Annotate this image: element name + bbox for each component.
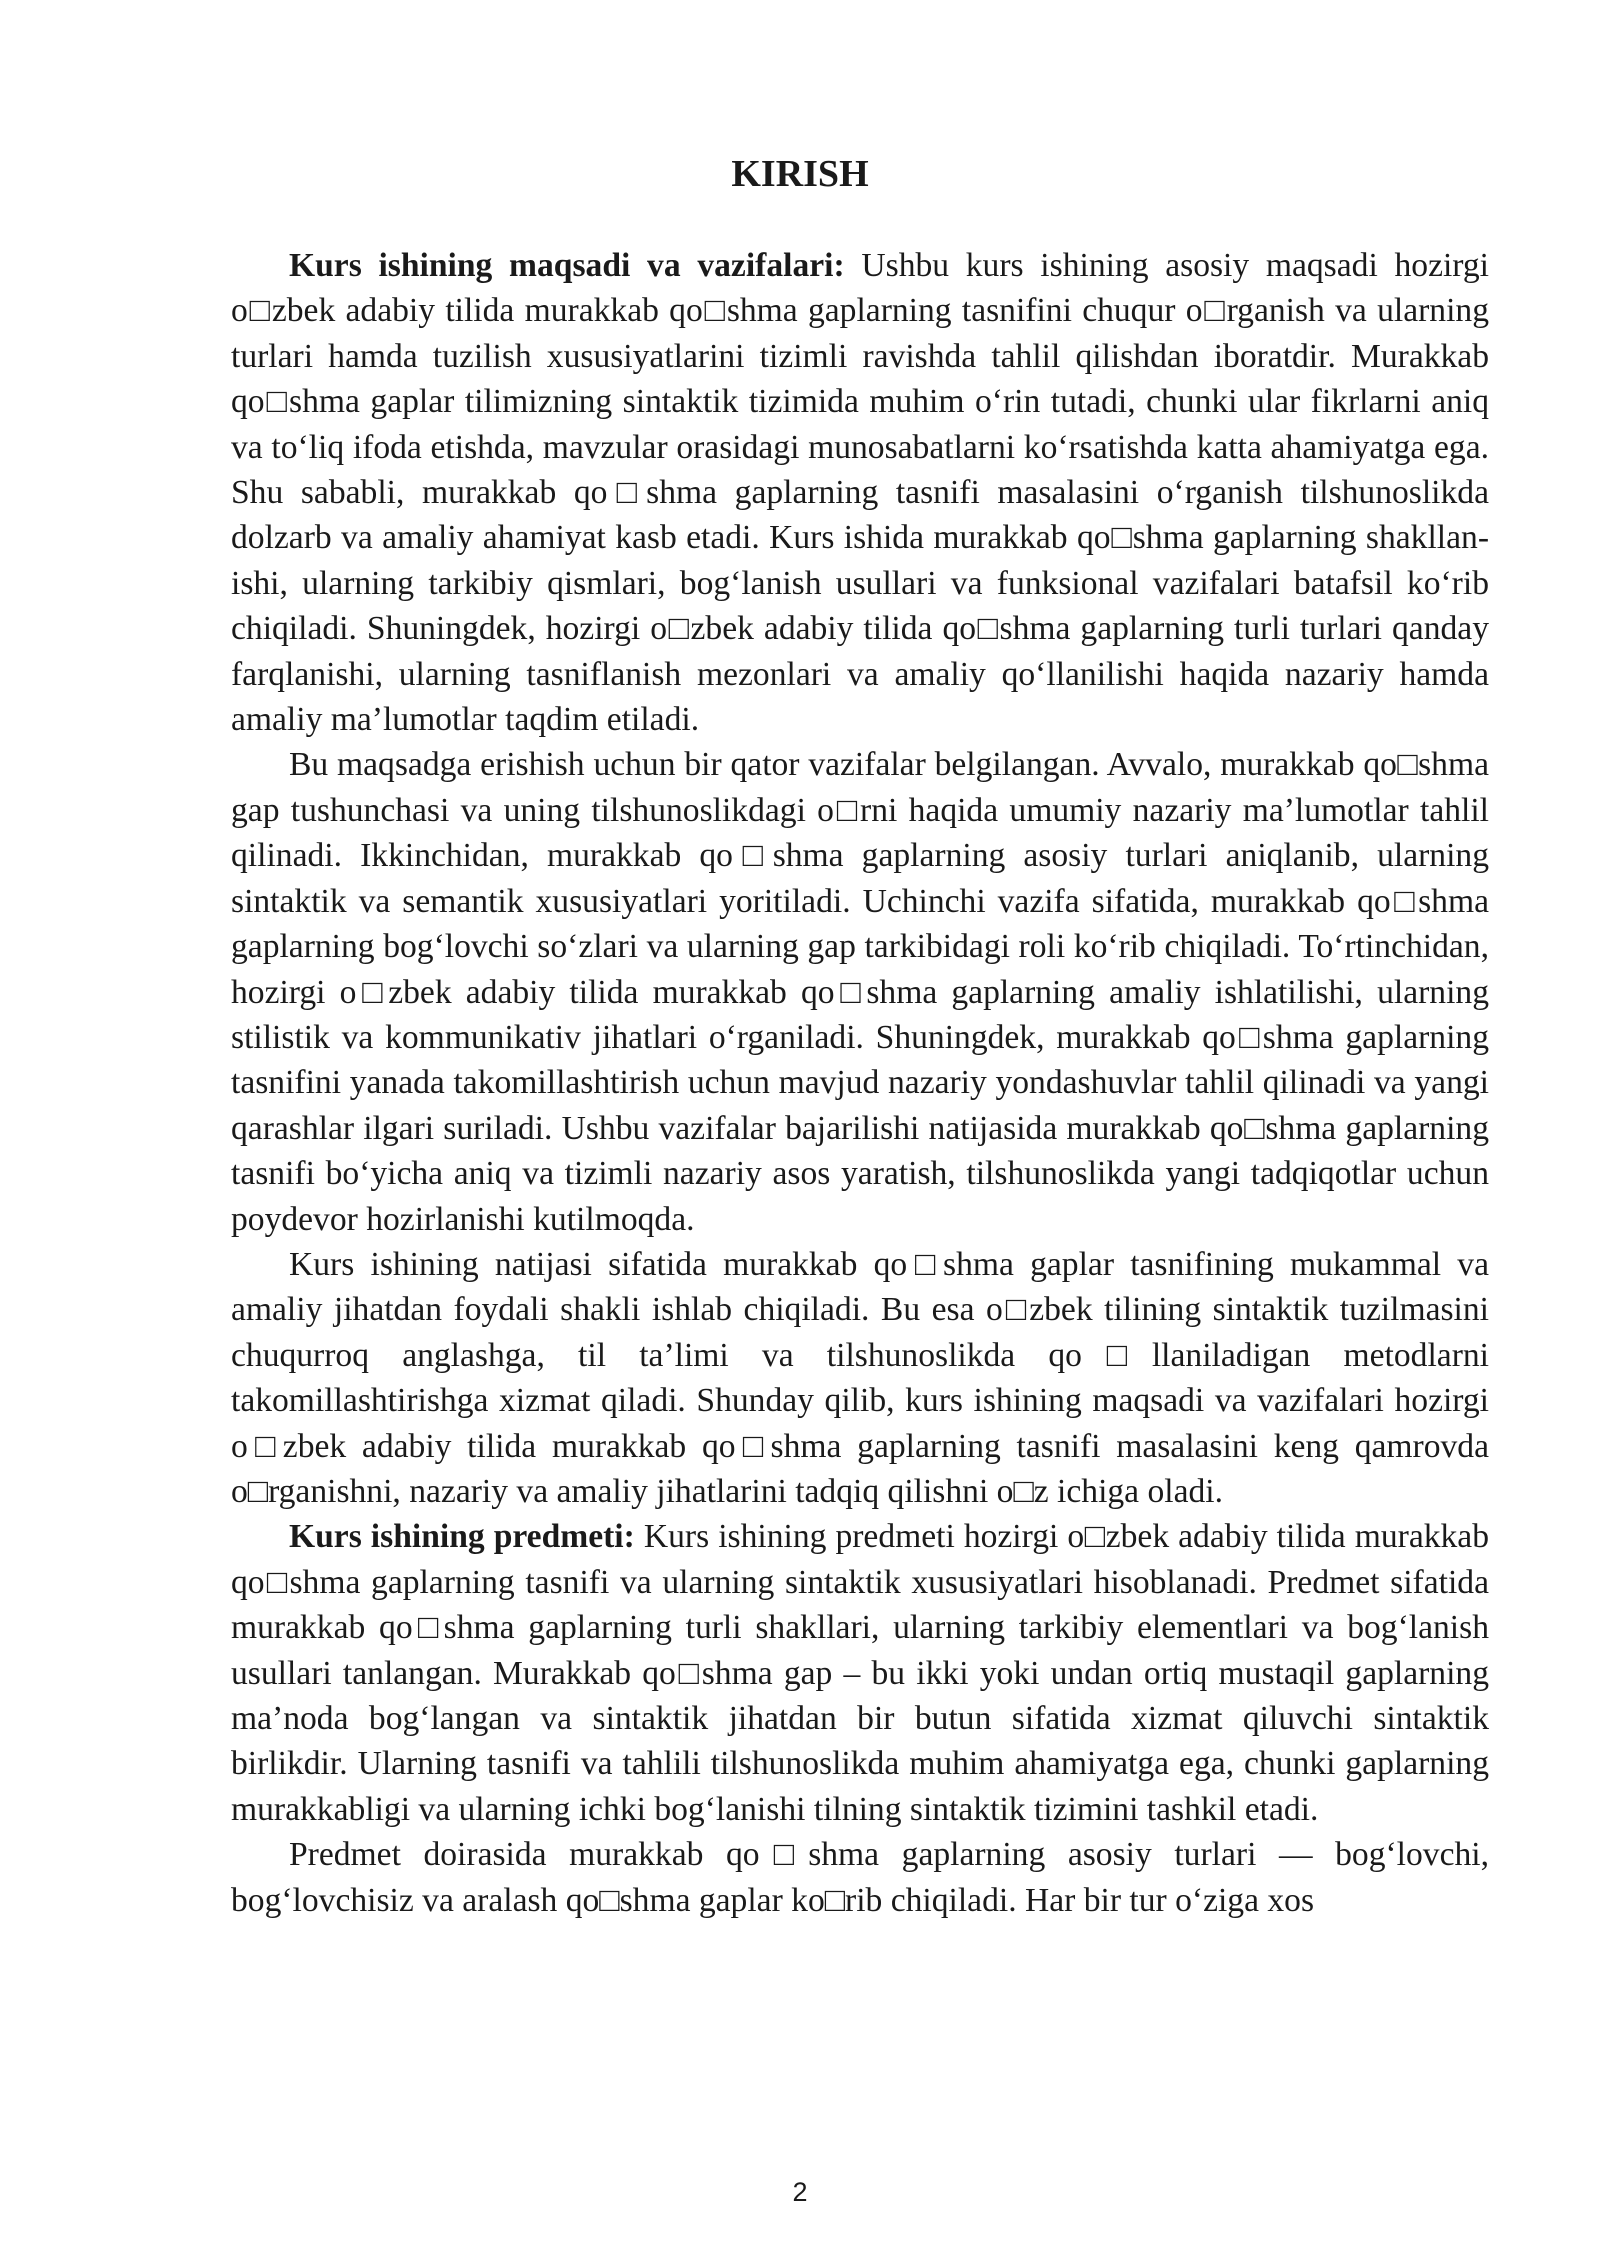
paragraph-tasks xyxy=(231,742,1489,1241)
page-title: KIRISH xyxy=(731,153,869,195)
body-text xyxy=(231,243,1489,1923)
paragraph-lead: Kurs ishining maqsadi va vazifalari: xyxy=(289,247,845,284)
paragraph-text: Kurs ishining natijasi sifatida murakkab qo□shma gaplar tasnifining mukammal va amaliy jihatdan foydali shakli ishlab chiqiladi. Bu esa o□zbek tilining sintaktik tuzilmasini chuqurroq anglashga, til ta’limi va tilshunoslikda qo□llaniladigan metodlarni takomillashtirishga xizmat qiladi. Shunday qilib, kurs ishining maqsadi va vazifalari hozirgi o□zbek adabiy tilida murakkab qo□shma gaplarning tasnifi masalasini keng qamrovda o□rganishni, nazariy va amaliy jihatlarini tadqiq qilishni o□z ichiga oladi. xyxy=(231,1245,1489,1510)
page-number: 2 xyxy=(792,2177,808,2207)
paragraph-text: Bu maqsadga erishish uchun bir qator vazifalar belgilangan. Avvalo, murakkab qo□shma gap tushunchasi va uning tilshunoslikdagi o□rni haqida umumiy nazariy ma’lumotlar tahlil qilinadi. Ikkinchidan, murakkab qo□shma gaplarning asosiy turlari aniqlanib, ularning sintaktik va semantik xususiyatlari yoritiladi. Uchinchi vazifa sifatida, murakkab qo□shma gaplarning bog‘lovchi so‘zlari va ularning gap tarkibidagi roli ko‘rib chiqiladi. To‘rtinchidan, hozirgi o□zbek adabiy tilida murakkab qo□shma gaplarning amaliy ishlatilishi, ularning stilistik va kommunikativ jihatlari o‘rganiladi. Shuningdek, murakkab qo□shma gaplarning tasnifini yanada takomillashtirish uchun mavjud nazariy yondashuvlar tahlil qilinadi va yangi qarashlar ilgari suriladi. Ushbu vazifalar bajarilishi natijasida murakkab qo□shma gaplarning tasnifi bo‘yicha aniq va tizimli nazariy asos yaratish, tilshunoslikda yangi tadqiqotlar uchun poydevor hozirlanishi kutilmoqda. xyxy=(231,746,1489,1238)
paragraph-goals xyxy=(231,243,1489,742)
paragraph-text: Ushbu kurs ishining asosiy maqsadi hozirgi o□zbek adabiy tilida murakkab qo□shma gaplarning tasnifini chuqur o□rganish va ularning turlari hamda tuzilish xususiyatlarini tizimli ravishda tahlil qilishdan iboratdir. Murakkab qo□shma gaplar tilimizning sintaktik tizimida muhim o‘rin tutadi, chunki ular fikrlarni aniq va to‘liq ifoda etishda, mavzular orasidagi munosabatlarni ko‘rsatishda katta ahamiyatga ega. Shu sababli, murakkab qo□shma gaplarning tasnifi masalasini o‘rganish tilshunoslikda dolzarb va amaliy ahamiyat kasb etadi. Kurs ishida murakkab qo□shma gaplarning shakllanishi, ularning tarkibiy qismlari, bog‘lanish usullari va funksional vazifalari batafsil ko‘rib chiqiladi. Shuningdek, hozirgi o□zbek adabiy tilida qo□shma gaplarning turli turlari qanday farqlanishi, ularning tasniflanish mezonlari va amaliy qo‘llanilishi haqida nazariy hamda amaliy ma’lumotlar taqdim etiladi. xyxy=(231,247,1489,739)
paragraph-subject xyxy=(231,1514,1489,1832)
paragraph-result xyxy=(231,1242,1489,1514)
paragraph-subject-scope xyxy=(231,1832,1489,1923)
paragraph-text: Kurs ishining predmeti hozirgi o□zbek adabiy tilida murakkab qo□shma gaplarning tasnifi va ularning sintaktik xususiyatlari hisoblanadi. Predmet sifatida murakkab qo□shma gaplarning turli shakllari, ularning tarkibiy elementlari va bog‘lanish usullari tanlangan. Murakkab qo□shma gap – bu ikki yoki undan ortiq mustaqil gaplarning ma’noda bog‘langan va sintaktik jihatdan bir butun sifatida xizmat qiluvchi sintaktik birlikdir. Ularning tasnifi va tahlili tilshunoslikda muhim ahamiyatga ega, chunki gaplarning murakkabligi va ularning ichki bog‘lanishi tilning sintaktik tizimini tashkil etadi. xyxy=(231,1518,1489,1828)
paragraph-lead: Kurs ishining predmeti: xyxy=(289,1518,635,1556)
paragraph-text: Predmet doirasida murakkab qo□shma gaplarning asosiy turlari — bog‘lovchi, bog‘lovchisiz va aralash qo□shma gaplar ko□rib chiqiladi. Har bir tur o‘ziga xos xyxy=(231,1836,1489,1919)
